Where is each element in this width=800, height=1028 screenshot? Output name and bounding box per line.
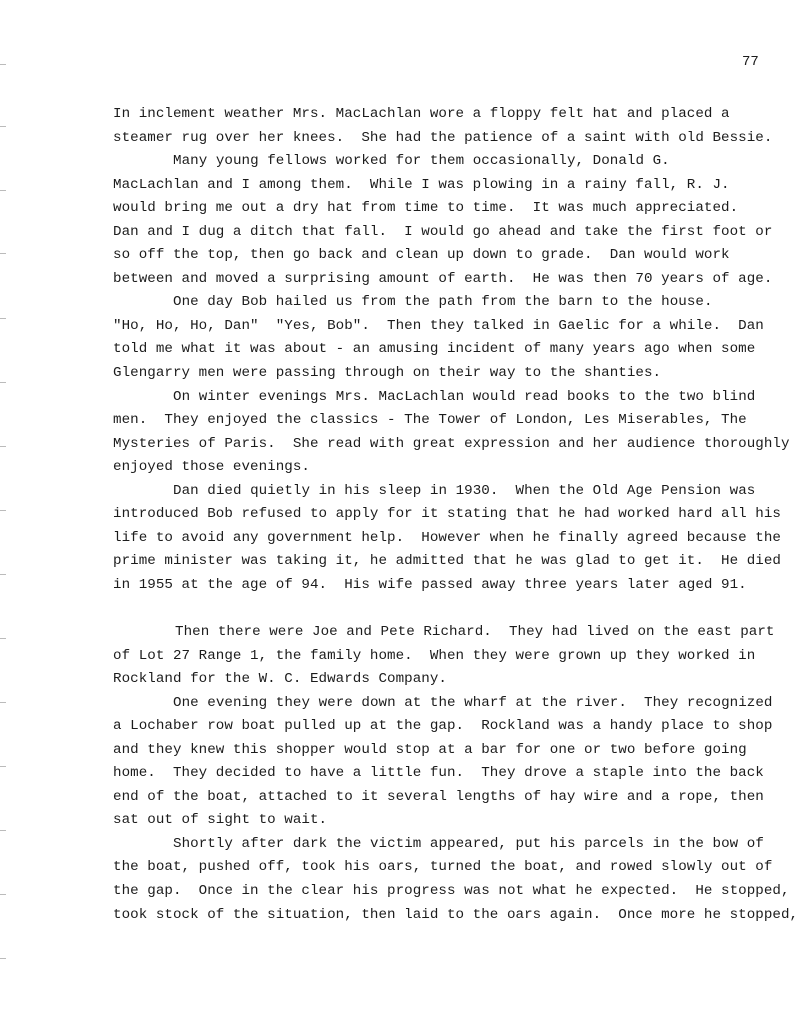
text-line: end of the boat, attached to it several lengths of hay wire and a rope, then — [113, 788, 764, 805]
text-line: MacLachlan and I among them. While I was plowing in a rainy fall, R. J. — [113, 176, 730, 193]
text-line: told me what it was about - an amusing incident of many years ago when some — [113, 341, 756, 358]
paragraph — [113, 692, 773, 833]
text-line: and they knew this shopper would stop at a bar for one or two before going — [113, 741, 747, 758]
text-line: home. They decided to have a little fun. They drove a staple into the back — [113, 765, 764, 782]
margin-mark — [0, 766, 6, 767]
text-line: On winter evenings Mrs. MacLachlan would read books to the two blind — [173, 388, 756, 405]
text-line: the gap. Once in the clear his progress was not what he expected. He stopped, — [113, 883, 790, 899]
margin-mark — [0, 382, 6, 383]
margin-mark — [0, 702, 6, 703]
margin-mark — [0, 574, 6, 575]
text-line: Dan died quietly in his sleep in 1930. When the Old Age Pension was — [173, 482, 756, 499]
text-line: enjoyed those evenings. — [113, 459, 310, 476]
paragraph — [113, 621, 773, 692]
text-line: sat out of sight to wait. — [113, 812, 328, 829]
text-line: a Lochaber row boat pulled up at the gap. Rockland was a handy place to shop — [113, 718, 773, 735]
paragraph — [113, 103, 773, 150]
text-line: prime minister was taking it, he admitted that he was glad to get it. He died — [113, 553, 781, 570]
text-line: life to avoid any government help. However when he finally agreed because the — [113, 529, 781, 546]
paragraph — [113, 386, 790, 480]
margin-mark — [0, 830, 6, 831]
text-line: "Ho, Ho, Ho, Dan" "Yes, Bob". Then they talked in Gaelic for a while. Dan — [113, 317, 764, 334]
text-line: Dan and I dug a ditch that fall. I would go ahead and take the first foot or — [113, 223, 773, 240]
margin-mark — [0, 446, 6, 447]
margin-mark — [0, 318, 6, 319]
paragraph-gap — [113, 597, 773, 621]
margin-mark — [0, 958, 6, 959]
text-line: took stock of the situation, then laid to the oars again. Once more he stopped, — [113, 906, 799, 923]
text-line: In inclement weather Mrs. MacLachlan wore a floppy felt hat and placed a — [113, 106, 730, 122]
document-body — [113, 103, 799, 927]
paragraph — [113, 150, 773, 291]
text-line: would bring me out a dry hat from time to time. It was much appreciated. — [113, 200, 739, 217]
text-line: Mysteries of Paris. She read with great expression and her audience thoroughly — [113, 435, 790, 452]
text-line: One day Bob hailed us from the path from the barn to the house. — [173, 294, 713, 311]
margin-mark — [0, 126, 6, 127]
text-line: One evening they were down at the wharf at the river. They recognized — [173, 694, 773, 711]
text-line: so off the top, then go back and clean up down to grade. Dan would work — [113, 247, 730, 264]
paragraph — [113, 480, 781, 598]
margin-mark — [0, 253, 6, 254]
margin-mark — [0, 190, 6, 191]
text-line: men. They enjoyed the classics - The Tower of London, Les Miserables, The — [113, 412, 747, 429]
margin-mark — [0, 64, 6, 65]
page-number: 77 — [742, 54, 759, 70]
text-line: Shortly after dark the victim appeared, put his parcels in the bow of — [173, 835, 764, 852]
text-line: in 1955 at the age of 94. His wife passed away three years later aged 91. — [113, 576, 747, 593]
text-line: Glengarry men were passing through on their way to the shanties. — [113, 365, 662, 382]
text-line: introduced Bob refused to apply for it stating that he had worked hard all his — [113, 506, 781, 523]
margin-mark — [0, 894, 6, 895]
text-line: steamer rug over her knees. She had the patience of a saint with old Bessie. — [113, 129, 773, 146]
text-line: between and moved a surprising amount of earth. He was then 70 years of age. — [113, 270, 773, 287]
text-line: Rockland for the W. C. Edwards Company. — [113, 671, 447, 688]
text-line: of Lot 27 Range 1, the family home. When they were grown up they worked in — [113, 647, 756, 664]
text-line: Many young fellows worked for them occasionally, Donald G. — [173, 153, 670, 170]
text-line: Then there were Joe and Pete Richard. They had lived on the east part — [175, 623, 775, 640]
text-line: the boat, pushed off, took his oars, turned the boat, and rowed slowly out of — [113, 859, 773, 876]
margin-mark — [0, 638, 6, 639]
margin-mark — [0, 510, 6, 511]
paragraph — [113, 833, 799, 927]
paragraph — [113, 291, 773, 385]
